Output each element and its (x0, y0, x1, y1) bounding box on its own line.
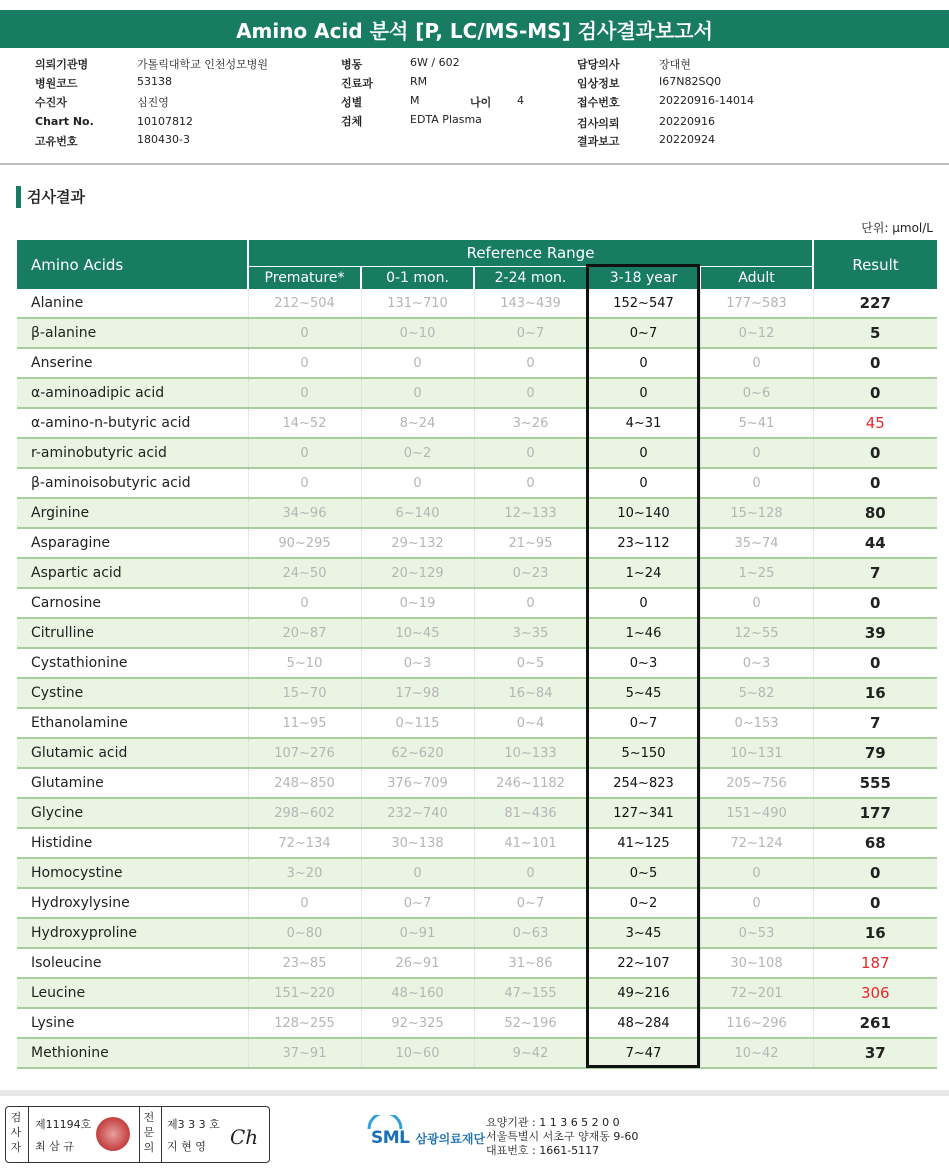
reference-range-cell: 0~115 (361, 708, 474, 738)
info-value: I67N82SQ0 (659, 75, 722, 88)
info-value: 20220924 (659, 133, 715, 146)
reference-range-cell: 151~220 (248, 978, 361, 1008)
info-label: 진료과 (341, 77, 373, 90)
reference-range-cell: 0~3 (700, 648, 813, 678)
header-result: Result (813, 240, 937, 289)
divider (0, 163, 949, 165)
reference-range-cell: 30~138 (361, 828, 474, 858)
reference-range-cell: 0~7 (361, 888, 474, 918)
info-value: 180430-3 (137, 133, 190, 146)
org-logo-text: SML (371, 1128, 410, 1148)
table-row (17, 528, 937, 558)
inspector-name: 최 삼 규 (35, 1140, 74, 1153)
amino-acid-name: Anserine (17, 348, 248, 378)
reference-range-cell: 41~101 (474, 828, 587, 858)
info-label: 담당의사 (577, 58, 620, 71)
reference-range-cell: 5~45 (587, 678, 700, 708)
reference-range-cell: 254~823 (587, 768, 700, 798)
header-range-0-1-mon: 0-1 mon. (361, 267, 474, 290)
reference-range-cell: 0 (474, 378, 587, 408)
reference-range-cell: 0 (587, 348, 700, 378)
reference-range-cell: 12~133 (474, 498, 587, 528)
reference-range-cell: 177~583 (700, 289, 813, 318)
seal-icon (96, 1117, 130, 1151)
signature: Ch (230, 1125, 259, 1149)
reference-range-cell: 11~95 (248, 708, 361, 738)
result-value: 16 (813, 678, 937, 708)
reference-range-cell: 3~45 (587, 918, 700, 948)
result-value: 261 (813, 1008, 937, 1038)
specialist-name: 지 현 영 (167, 1140, 206, 1153)
reference-range-cell: 212~504 (248, 289, 361, 318)
reference-range-cell: 48~160 (361, 978, 474, 1008)
info-label: 병동 (341, 58, 363, 71)
reference-range-cell: 0 (474, 588, 587, 618)
reference-range-cell: 31~86 (474, 948, 587, 978)
reference-range-cell: 0 (361, 348, 474, 378)
table-row (17, 678, 937, 708)
reference-range-cell: 1~24 (587, 558, 700, 588)
result-value: 37 (813, 1038, 937, 1068)
amino-acid-name: r-aminobutyric acid (17, 438, 248, 468)
reference-range-cell: 62~620 (361, 738, 474, 768)
reference-range-cell: 0 (587, 438, 700, 468)
reference-range-cell: 5~10 (248, 648, 361, 678)
table-row (17, 618, 937, 648)
amino-acid-name: Isoleucine (17, 948, 248, 978)
reference-range-cell: 23~112 (587, 528, 700, 558)
result-value: 0 (813, 468, 937, 498)
reference-range-cell: 205~756 (700, 768, 813, 798)
reference-range-cell: 0 (700, 468, 813, 498)
info-label: 검사의뢰 (577, 117, 620, 130)
reference-range-cell: 20~87 (248, 618, 361, 648)
reference-range-cell: 29~132 (361, 528, 474, 558)
reference-range-cell: 4~31 (587, 408, 700, 438)
report-title: Amino Acid 분석 [P, LC/MS-MS] 검사결과보고서 (0, 10, 949, 48)
reference-range-cell: 0~153 (700, 708, 813, 738)
org-address: 서울특별시 서초구 양재동 9-60 (486, 1130, 639, 1143)
table-row (17, 1038, 937, 1068)
info-label: 접수번호 (577, 96, 620, 109)
reference-range-cell: 90~295 (248, 528, 361, 558)
reference-range-cell: 48~284 (587, 1008, 700, 1038)
reference-range-cell: 0~3 (361, 648, 474, 678)
reference-range-cell: 15~128 (700, 498, 813, 528)
reference-range-cell: 0 (700, 858, 813, 888)
amino-acid-name: Ethanolamine (17, 708, 248, 738)
table-row (17, 498, 937, 528)
reference-range-cell: 30~108 (700, 948, 813, 978)
result-value: 5 (813, 318, 937, 348)
reference-range-cell: 0~80 (248, 918, 361, 948)
specialist-label: 전문의 (143, 1111, 155, 1154)
info-label: 고유번호 (35, 135, 78, 148)
reference-range-cell: 0 (700, 348, 813, 378)
amino-acid-name: Arginine (17, 498, 248, 528)
reference-range-cell: 0~10 (361, 318, 474, 348)
divider (28, 1107, 29, 1162)
amino-acid-name: Glutamic acid (17, 738, 248, 768)
org-name: 삼광의료재단 (415, 1131, 486, 1146)
reference-range-cell: 17~98 (361, 678, 474, 708)
unit-label: 단위: µmol/L (861, 221, 933, 235)
reference-range-cell: 10~133 (474, 738, 587, 768)
info-value: 53138 (137, 75, 172, 88)
reference-range-cell: 15~70 (248, 678, 361, 708)
reference-range-cell: 41~125 (587, 828, 700, 858)
reference-range-cell: 0~4 (474, 708, 587, 738)
result-value: 79 (813, 738, 937, 768)
reference-range-cell: 0 (700, 438, 813, 468)
header-amino-acids: Amino Acids (17, 240, 248, 289)
reference-range-cell: 0~3 (587, 648, 700, 678)
reference-range-cell: 92~325 (361, 1008, 474, 1038)
result-value: 0 (813, 438, 937, 468)
reference-range-cell: 47~155 (474, 978, 587, 1008)
inspector-license: 제11194호 (35, 1118, 92, 1131)
reference-range-cell: 246~1182 (474, 768, 587, 798)
reference-range-cell: 0 (474, 348, 587, 378)
reference-range-cell: 24~50 (248, 558, 361, 588)
reference-range-cell: 5~82 (700, 678, 813, 708)
reference-range-cell: 34~96 (248, 498, 361, 528)
inspector-label: 검사자 (10, 1111, 22, 1154)
info-label: 병원코드 (35, 77, 78, 90)
table-row (17, 708, 937, 738)
reference-range-cell: 23~85 (248, 948, 361, 978)
reference-range-cell: 7~47 (587, 1038, 700, 1068)
reference-range-cell: 49~216 (587, 978, 700, 1008)
divider (139, 1107, 140, 1162)
reference-range-cell: 8~24 (361, 408, 474, 438)
reference-range-cell: 3~26 (474, 408, 587, 438)
amino-acid-name: Glutamine (17, 768, 248, 798)
result-value: 555 (813, 768, 937, 798)
reference-range-cell: 9~42 (474, 1038, 587, 1068)
reference-range-cell: 10~45 (361, 618, 474, 648)
result-value: 7 (813, 708, 937, 738)
bottom-divider (0, 1090, 949, 1096)
age-label: 나이 (470, 96, 492, 109)
reference-range-cell: 116~296 (700, 1008, 813, 1038)
amino-acid-name: Leucine (17, 978, 248, 1008)
result-value: 44 (813, 528, 937, 558)
table-row (17, 858, 937, 888)
amino-acid-name: Aspartic acid (17, 558, 248, 588)
reference-range-cell: 0~7 (587, 318, 700, 348)
reference-range-cell: 0 (248, 888, 361, 918)
reference-range-cell: 0 (474, 468, 587, 498)
reference-range-cell: 0~6 (700, 378, 813, 408)
result-value: 45 (813, 408, 937, 438)
table-row (17, 289, 937, 318)
amino-acid-name: Glycine (17, 798, 248, 828)
table-row (17, 468, 937, 498)
reference-range-cell: 131~710 (361, 289, 474, 318)
reference-range-cell: 0~7 (474, 318, 587, 348)
section-title: 검사결과 (16, 186, 85, 208)
org-phone: 대표번호 : 1661-5117 (486, 1144, 600, 1157)
reference-range-cell: 10~42 (700, 1038, 813, 1068)
reference-range-cell: 72~201 (700, 978, 813, 1008)
table-row (17, 408, 937, 438)
org-code: 요양기관 : 1 1 3 6 5 2 0 0 (486, 1116, 620, 1129)
reference-range-cell: 10~60 (361, 1038, 474, 1068)
reference-range-cell: 0~5 (474, 648, 587, 678)
result-value: 0 (813, 858, 937, 888)
amino-acid-name: β-aminoisobutyric acid (17, 468, 248, 498)
reference-range-cell: 12~55 (700, 618, 813, 648)
header-reference-range: Reference Range (248, 240, 813, 267)
result-value: 68 (813, 828, 937, 858)
result-value: 7 (813, 558, 937, 588)
reference-range-cell: 26~91 (361, 948, 474, 978)
table-row (17, 948, 937, 978)
amino-acid-name: Hydroxylysine (17, 888, 248, 918)
reference-range-cell: 0 (700, 888, 813, 918)
reference-range-cell: 0 (587, 378, 700, 408)
reference-range-cell: 107~276 (248, 738, 361, 768)
reference-range-cell: 20~129 (361, 558, 474, 588)
reference-range-cell: 0 (248, 588, 361, 618)
reference-range-cell: 1~46 (587, 618, 700, 648)
amino-acid-name: α-amino-n-butyric acid (17, 408, 248, 438)
reference-range-cell: 81~436 (474, 798, 587, 828)
table-row (17, 588, 937, 618)
patient-info (0, 56, 949, 156)
info-value: 20220916-14014 (659, 94, 754, 107)
reference-range-cell: 0~91 (361, 918, 474, 948)
reference-range-cell: 0 (248, 378, 361, 408)
reference-range-cell: 0 (587, 468, 700, 498)
amino-acid-name: Asparagine (17, 528, 248, 558)
amino-acid-name: β-alanine (17, 318, 248, 348)
reference-range-cell: 0~12 (700, 318, 813, 348)
table-row (17, 348, 937, 378)
amino-acid-name: Histidine (17, 828, 248, 858)
table-row (17, 918, 937, 948)
table-row (17, 978, 937, 1008)
table-row (17, 798, 937, 828)
result-value: 306 (813, 978, 937, 1008)
amino-acid-name: Cystathionine (17, 648, 248, 678)
reference-range-cell: 151~490 (700, 798, 813, 828)
reference-range-cell: 127~341 (587, 798, 700, 828)
info-label: 수진자 (35, 96, 67, 109)
info-label: Chart No. (35, 115, 94, 128)
table-row (17, 378, 937, 408)
reference-range-cell: 0~23 (474, 558, 587, 588)
reference-range-cell: 0 (361, 858, 474, 888)
reference-range-cell: 5~150 (587, 738, 700, 768)
reference-range-cell: 298~602 (248, 798, 361, 828)
reference-range-cell: 0~19 (361, 588, 474, 618)
amino-acid-name: α-aminoadipic acid (17, 378, 248, 408)
table-row (17, 558, 937, 588)
reference-range-cell: 0 (248, 438, 361, 468)
reference-range-cell: 16~84 (474, 678, 587, 708)
org-logo (365, 1115, 485, 1149)
info-label: 결과보고 (577, 135, 620, 148)
table-row (17, 648, 937, 678)
reference-range-cell: 35~74 (700, 528, 813, 558)
inspector-signature-box (5, 1106, 270, 1163)
table-row (17, 768, 937, 798)
reference-range-cell: 37~91 (248, 1038, 361, 1068)
info-value: 10107812 (137, 115, 193, 128)
reference-range-cell: 152~547 (587, 289, 700, 318)
reference-range-cell: 52~196 (474, 1008, 587, 1038)
age-value: 4 (517, 94, 524, 107)
reference-range-cell: 376~709 (361, 768, 474, 798)
reference-range-cell: 3~20 (248, 858, 361, 888)
reference-range-cell: 0~7 (474, 888, 587, 918)
reference-range-cell: 232~740 (361, 798, 474, 828)
reference-range-cell: 0~63 (474, 918, 587, 948)
reference-range-cell: 0~2 (587, 888, 700, 918)
reference-range-cell: 14~52 (248, 408, 361, 438)
amino-acid-name: Cystine (17, 678, 248, 708)
reference-range-cell: 10~131 (700, 738, 813, 768)
amino-acid-name: Lysine (17, 1008, 248, 1038)
info-value: 장대현 (659, 58, 691, 71)
info-value: 심진영 (137, 96, 169, 109)
table-row (17, 828, 937, 858)
header-range-adult: Adult (700, 267, 813, 290)
reference-range-cell: 0 (587, 588, 700, 618)
info-value: RM (410, 75, 428, 88)
result-value: 16 (813, 918, 937, 948)
results-body (17, 289, 937, 1068)
reference-range-cell: 21~95 (474, 528, 587, 558)
header-range-3-18-year: 3-18 year (587, 267, 700, 290)
table-row (17, 738, 937, 768)
reference-range-cell: 143~439 (474, 289, 587, 318)
amino-acid-name: Carnosine (17, 588, 248, 618)
amino-acid-name: Alanine (17, 289, 248, 318)
reference-range-cell: 0~53 (700, 918, 813, 948)
reference-range-cell: 0 (248, 318, 361, 348)
result-value: 39 (813, 618, 937, 648)
reference-range-cell: 0 (700, 588, 813, 618)
info-value: 가톨릭대학교 인천성모병원 (137, 58, 269, 71)
result-value: 0 (813, 588, 937, 618)
result-value: 0 (813, 348, 937, 378)
reference-range-cell: 6~140 (361, 498, 474, 528)
amino-acid-name: Hydroxyproline (17, 918, 248, 948)
result-value: 0 (813, 888, 937, 918)
result-value: 177 (813, 798, 937, 828)
info-label: 검체 (341, 115, 363, 128)
result-value: 80 (813, 498, 937, 528)
reference-range-cell: 0 (361, 468, 474, 498)
reference-range-cell: 72~124 (700, 828, 813, 858)
table-row (17, 1008, 937, 1038)
reference-range-cell: 0 (248, 348, 361, 378)
reference-range-cell: 72~134 (248, 828, 361, 858)
amino-acid-name: Methionine (17, 1038, 248, 1068)
reference-range-cell: 128~255 (248, 1008, 361, 1038)
result-value: 227 (813, 289, 937, 318)
reference-range-cell: 0~2 (361, 438, 474, 468)
info-label: 임상정보 (577, 77, 620, 90)
results-table (17, 240, 937, 1069)
result-value: 0 (813, 648, 937, 678)
table-row (17, 438, 937, 468)
reference-range-cell: 248~850 (248, 768, 361, 798)
result-value: 187 (813, 948, 937, 978)
table-row (17, 318, 937, 348)
result-value: 0 (813, 378, 937, 408)
info-value: 20220916 (659, 115, 715, 128)
specialist-license: 제3 3 3 호 (167, 1118, 220, 1131)
info-value: EDTA Plasma (410, 113, 482, 126)
amino-acid-name: Homocystine (17, 858, 248, 888)
reference-range-cell: 0 (361, 378, 474, 408)
table-row (17, 888, 937, 918)
reference-range-cell: 22~107 (587, 948, 700, 978)
divider (161, 1107, 162, 1162)
reference-range-cell: 5~41 (700, 408, 813, 438)
org-contact (486, 1116, 638, 1158)
reference-range-cell: 0 (474, 438, 587, 468)
reference-range-cell: 1~25 (700, 558, 813, 588)
reference-range-cell: 0~5 (587, 858, 700, 888)
reference-range-cell: 10~140 (587, 498, 700, 528)
info-label: 성별 (341, 96, 363, 109)
reference-range-cell: 0 (474, 858, 587, 888)
info-label: 의뢰기관명 (35, 58, 89, 71)
amino-acid-name: Citrulline (17, 618, 248, 648)
reference-range-cell: 0~7 (587, 708, 700, 738)
header-range-2-24-mon: 2-24 mon. (474, 267, 587, 290)
info-value: M (410, 94, 420, 107)
reference-range-cell: 3~35 (474, 618, 587, 648)
reference-range-cell: 0 (248, 468, 361, 498)
info-value: 6W / 602 (410, 56, 460, 69)
header-range-premature: Premature* (248, 267, 361, 290)
